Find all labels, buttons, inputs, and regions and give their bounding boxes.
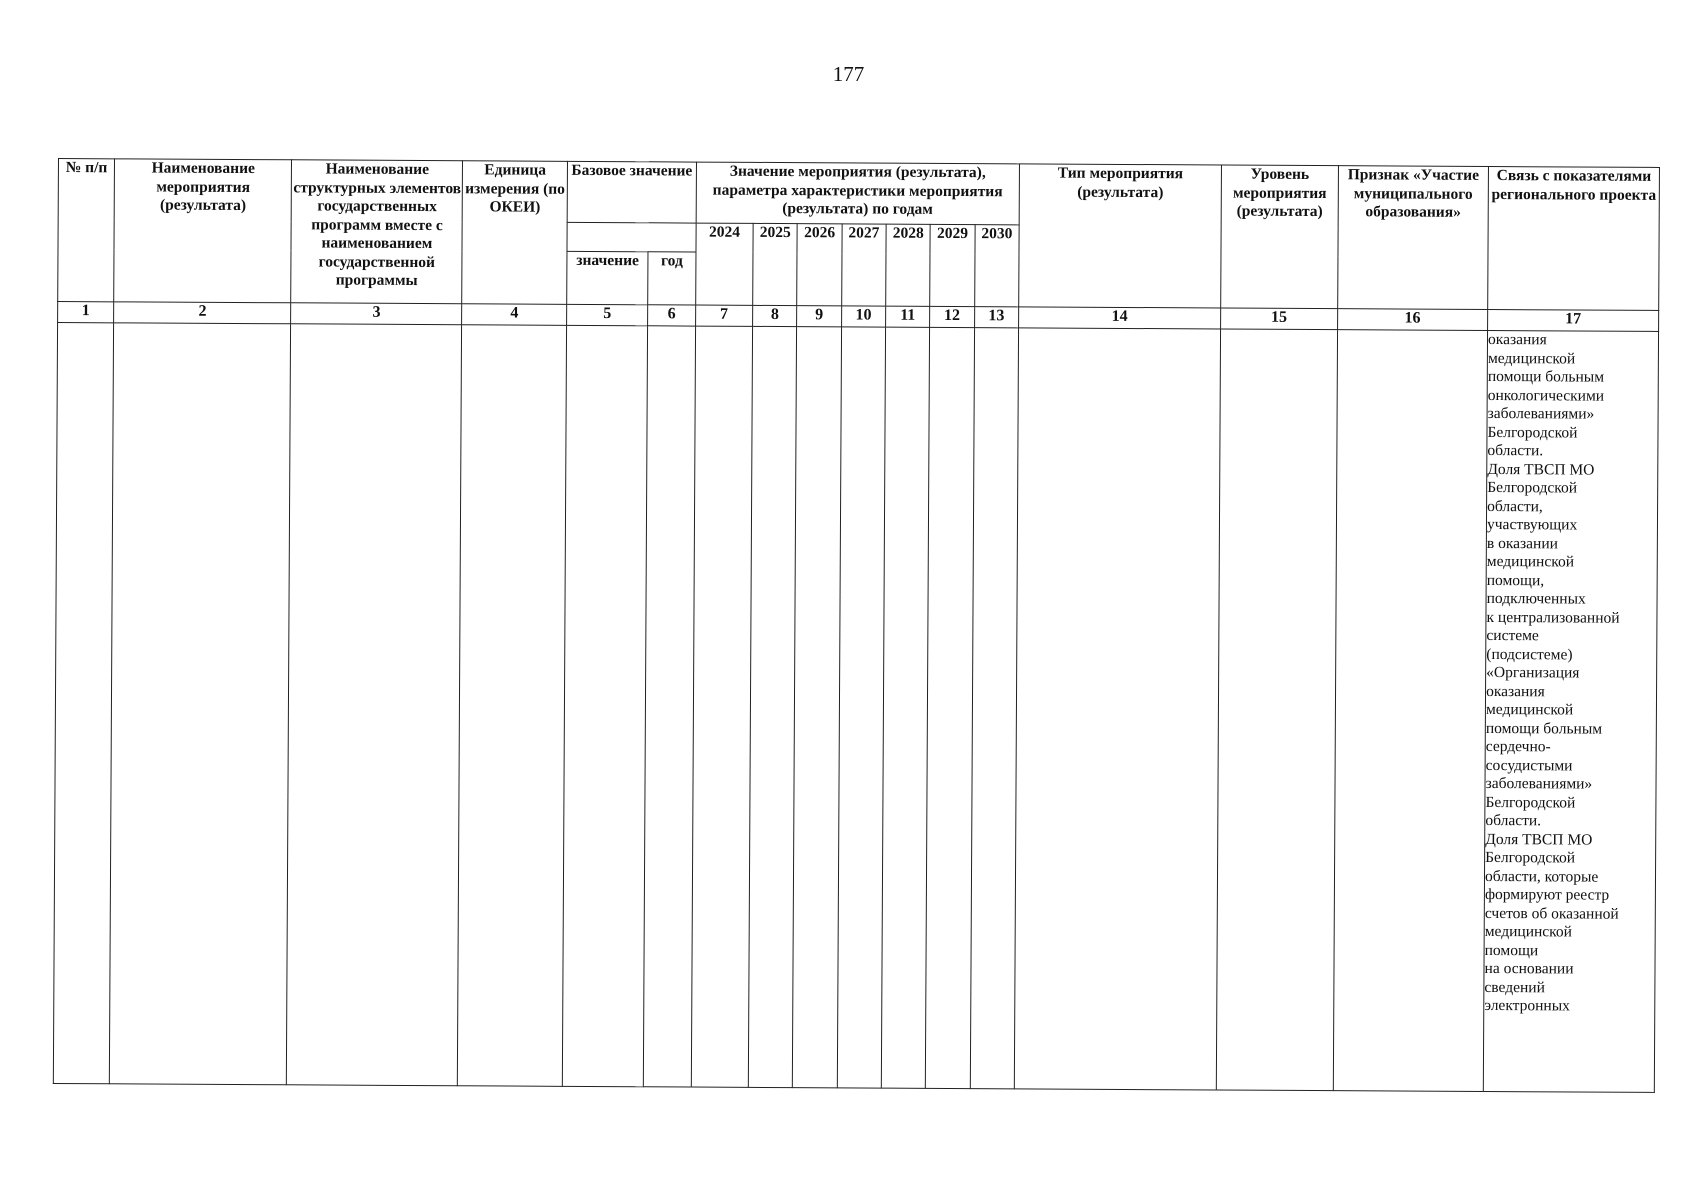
cell-col-16 — [1333, 330, 1487, 1092]
header-years-group: Значение мероприятия (результата), параметра характеристики мероприятия (результата) по годам — [696, 162, 1020, 225]
col17-line: заболеваниями» — [1487, 404, 1595, 423]
column-number: 14 — [1019, 307, 1221, 329]
col17-line: Белгородской — [1487, 478, 1578, 497]
col17-line: медицинской — [1484, 922, 1573, 941]
col17-line: к централизованной — [1486, 608, 1620, 627]
cell-col-13 — [970, 328, 1019, 1089]
column-number: 1 — [58, 302, 114, 323]
header-unit: Единица измерения (по ОКЕИ) — [462, 161, 568, 305]
cell-col-15 — [1216, 329, 1337, 1091]
header-year-2028: 2028 — [886, 224, 931, 306]
header-regional-link: Связь с показателями регионального проекта — [1488, 166, 1660, 310]
col17-line: Белгородской — [1485, 793, 1576, 811]
col17-line: помощи больным — [1485, 719, 1603, 738]
page-number: 177 — [832, 62, 865, 86]
cell-col-14 — [1014, 328, 1220, 1090]
column-number: 10 — [841, 306, 885, 327]
header-base-value: значение — [567, 251, 648, 304]
column-number: 12 — [930, 306, 974, 327]
cell-col-11 — [881, 327, 930, 1088]
cell-col-12 — [926, 327, 975, 1088]
header-event-level: Уровень мероприятия (результата) — [1221, 165, 1339, 309]
col17-line: области, которые — [1485, 867, 1599, 886]
header-year-2026: 2026 — [797, 224, 842, 306]
header-year-2025: 2025 — [753, 223, 798, 305]
header-col-num: № п/п — [58, 159, 115, 302]
col17-line: Белгородской — [1487, 423, 1578, 441]
cell-col-8 — [748, 326, 797, 1087]
col17-line: сведений — [1484, 978, 1545, 996]
column-number: 2 — [114, 302, 291, 324]
header-base-value-group: Базовое значение — [567, 161, 696, 223]
col17-line: Белгородской — [1485, 848, 1576, 867]
column-number: 7 — [695, 305, 752, 326]
header-event-type: Тип мероприятия (результата) — [1019, 164, 1222, 308]
column-number: 3 — [291, 303, 462, 325]
cell-col-3 — [287, 324, 462, 1086]
col17-line: помощи — [1484, 941, 1539, 959]
cell-col-7 — [691, 326, 753, 1087]
cell-col-10 — [837, 327, 886, 1088]
cell-col-1 — [53, 323, 113, 1084]
col17-line: области. — [1485, 811, 1542, 830]
col17-line: помощи, — [1486, 571, 1545, 589]
col17-line: заболеваниями» — [1485, 774, 1593, 793]
cell-col-5 — [562, 325, 647, 1086]
col17-line: сердечно- — [1485, 737, 1551, 756]
col17-line: медицинской — [1487, 349, 1576, 367]
col17-line: системе — [1486, 626, 1539, 645]
column-number: 11 — [886, 306, 930, 327]
col17-line: подключенных — [1486, 589, 1586, 608]
col17-line: медицинской — [1485, 700, 1574, 719]
header-year-2024: 2024 — [695, 223, 753, 305]
col17-line: онкологическими — [1487, 386, 1605, 405]
col17-line: в оказании — [1486, 534, 1558, 552]
col17-line: области, — [1487, 497, 1543, 515]
registry-table — [53, 158, 1660, 1093]
header-municipal-participation: Признак «Участие муниципального образования» — [1337, 166, 1488, 310]
col17-line: на основании — [1484, 959, 1574, 978]
header-row-1 — [58, 159, 1659, 229]
col17-line: Доля ТВСП МО — [1485, 830, 1593, 849]
column-number: 15 — [1221, 308, 1338, 330]
col17-line: оказания — [1488, 330, 1547, 349]
column-number: 6 — [648, 305, 696, 326]
header-year-2029: 2029 — [930, 224, 975, 306]
table-row — [53, 323, 1658, 1093]
cell-col-4 — [458, 325, 567, 1087]
column-number: 17 — [1488, 309, 1659, 331]
cell-col-17-regional-link — [1483, 330, 1658, 1092]
cell-col-9 — [793, 327, 842, 1088]
col17-line: области. — [1487, 441, 1544, 460]
col17-line: медицинской — [1486, 552, 1575, 571]
col17-line: оказания — [1486, 682, 1545, 700]
col17-line: (подсистеме) — [1486, 645, 1573, 663]
header-year-2027: 2027 — [841, 224, 886, 306]
header-structural-elements: Наименование структурных элементов государственных программ вместе с наименованием государственной программы — [291, 160, 463, 304]
column-number: 13 — [974, 307, 1018, 328]
header-event-name: Наименование мероприятия (результата) — [114, 159, 292, 303]
col17-line: помощи больным — [1487, 367, 1605, 386]
cell-col-2 — [110, 323, 292, 1085]
col17-line: сосудистыми — [1485, 756, 1573, 774]
col17-line: формируют реестр — [1484, 885, 1610, 904]
column-number: 4 — [462, 304, 567, 326]
col17-line: электронных — [1484, 996, 1570, 1015]
header-year-2030: 2030 — [974, 225, 1019, 307]
column-number: 8 — [753, 305, 797, 326]
column-number: 5 — [567, 304, 648, 325]
col17-line: участвующих — [1486, 515, 1578, 534]
cell-col-6 — [644, 326, 696, 1087]
column-number: 9 — [797, 306, 841, 327]
header-base-year: год — [648, 252, 696, 305]
registry-table-wrapper — [53, 158, 1660, 1093]
header-base-spacer — [567, 222, 696, 252]
col17-line: Доля ТВСП МО — [1487, 460, 1595, 479]
col17-line: «Организация — [1486, 663, 1580, 682]
col17-line: счетов об оказанной — [1484, 904, 1619, 923]
column-number: 16 — [1337, 309, 1487, 331]
